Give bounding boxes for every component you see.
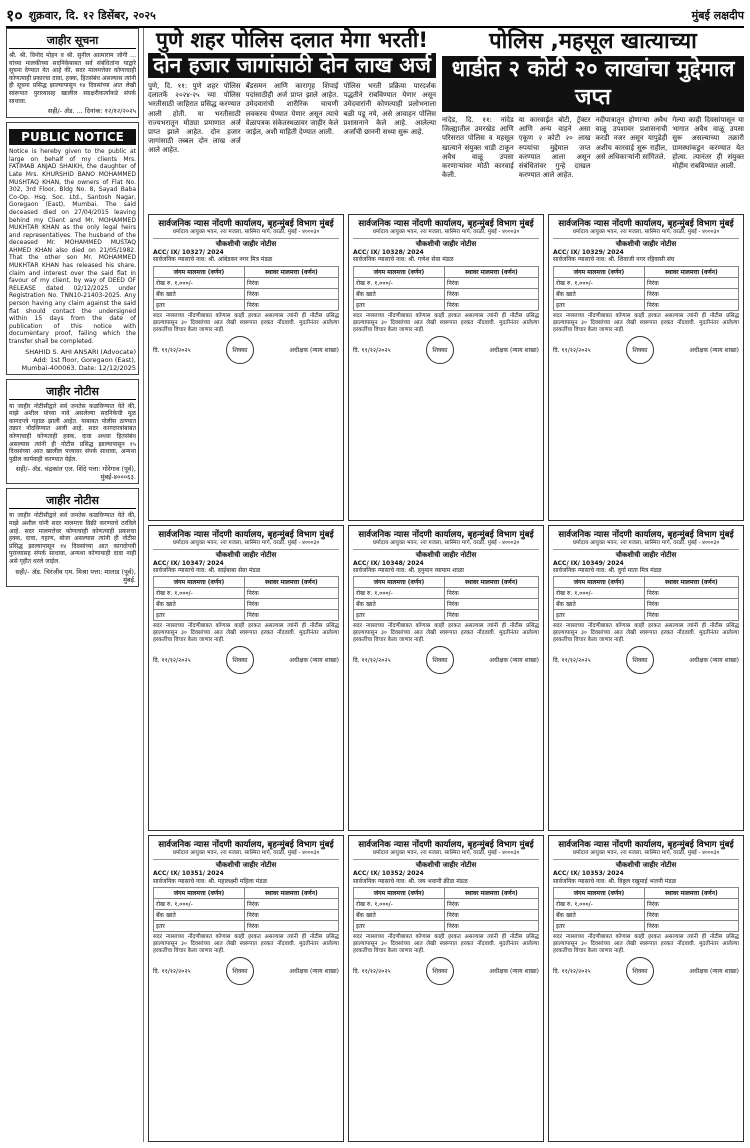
- story-column: पुणे, दि. ११: पुणे शहर पोलिस दलातर्फे २०२४-२५ च्या पोलिस भरतीसाठी जाहिरात प्रसिद्ध करण्यात आली होती. या भरतीसाठी राज्यभरातून मोठ्या प्रमाणात अर्ज प्राप्त झाले आहेत. दोन हजार जागांसाठी तब्बल दोन लाख अर्ज आले आहेत.: [148, 82, 241, 155]
- table-row: [154, 588, 339, 599]
- table-cell: निरंक: [444, 277, 538, 288]
- seal-icon: शिक्का: [626, 336, 654, 364]
- story-column: बँडसमन आणि कारागृह शिपाई पदांसाठीही अर्ज प्राप्त झाले आहेत. उमेदवारांची शारीरिक चाचणी लवकरच घेण्यात येणार असून त्याचे वेळापत्रक संकेतस्थळावर जाहीर केले जाईल, अशी माहिती देण्यात आली.: [245, 82, 339, 137]
- story-pune-police: [148, 28, 436, 210]
- left-column: [6, 28, 144, 1142]
- table-cell: निरंक: [244, 288, 338, 299]
- property-table: [553, 887, 739, 932]
- paper-name: मुंबई लक्षदीप: [691, 8, 744, 22]
- table-cell: निरंक: [444, 921, 538, 932]
- table-header: स्थावर मालमत्ता (वर्णन): [644, 577, 738, 588]
- table-row: [154, 277, 339, 288]
- table-cell: इतर: [154, 299, 245, 310]
- notice-subtitle: चौकशीची जाहीर नोटीस: [553, 549, 739, 560]
- notice-case-number: ACC/ IX/ 10353/ 2024: [553, 870, 624, 878]
- table-row: [554, 899, 739, 910]
- table-row: [154, 910, 339, 921]
- seal-icon: शिक्का: [426, 336, 454, 364]
- table-cell: निरंक: [444, 288, 538, 299]
- notice-office-address: धर्मादाय आयुक्त भवन, २रा मजला, सास्मिरा मार्ग, वरळी, मुंबई - ४०००३०: [572, 850, 720, 857]
- notice-body: सदर न्यासाच्या नोंदणीबाबत कोणास काही हरकत असल्यास त्यांनी ही नोटीस प्रसिद्ध झाल्यापासून ३० दिवसांच्या आत लेखी स्वरूपात हरकत नोंदवावी. मुदतीनंतर आलेल्या हरकतींचा विचार केला जाणार नाही.: [153, 623, 339, 644]
- story-column: नदीपात्रातून होणाऱ्या अवैध वाळू उपशावर प्रशासनाची करडी नजर असून यापुढेही अशीच कारवाई सुरू राहील, असे अधिकाऱ्यांनी सांगितले.: [595, 116, 668, 161]
- notice-signature: अधीक्षक (न्याय शाखा): [689, 346, 739, 354]
- notice-box-1: [6, 28, 139, 118]
- notice-footer: [153, 336, 339, 364]
- header-left: [6, 4, 156, 26]
- notice-office-address: धर्मादाय आयुक्त भवन, २रा मजला, सास्मिरा मार्ग, वरळी, मुंबई - ४०००३०: [572, 539, 720, 546]
- table-header: स्थावर मालमत्ता (वर्णन): [244, 577, 338, 588]
- table-header: जंगम मालमत्ता (वर्णन): [554, 266, 645, 277]
- notice-title: जाहीर सूचना: [9, 33, 136, 49]
- seal-icon: शिक्का: [226, 957, 254, 985]
- notice-body: सदर न्यासाच्या नोंदणीबाबत कोणास काही हरकत असल्यास त्यांनी ही नोटीस प्रसिद्ध झाल्यापासून ३० दिवसांच्या आत लेखी स्वरूपात हरकत नोंदवावी. मुदतीनंतर आलेल्या हरकतींचा विचार केला जाणार नाही.: [553, 312, 739, 333]
- public-notice-title: PUBLIC NOTICE: [9, 129, 136, 145]
- notice-body: श्री. श्री. विनोद मोहन व श्री. सुनील आत्माराम जोगी ... यांच्या मालकीच्या सदनिकेबाबत सर्व संबंधितांना याद्वारे सूचना देण्यात येत आहे की, सदर मालमत्तेवर कोणाचाही कोणत्याही प्रकारचा दावा, हक्क, हितसंबंध असल्यास त्यांनी ही सूचना प्रसिद्ध झाल्यापासून १४ दिवसांच्या आत लेखी स्वरूपात पुराव्यासह खालील स्वाक्षरीकर्त्यांकडे संपर्क साधावा.: [9, 52, 136, 105]
- notice-trust-name: सार्वजनिक न्यासाचे नाव: श्री. आंबेडकर नगर मित्र मंडळ: [153, 256, 273, 264]
- notice-office-title: सार्वजनिक न्यास नोंदणी कार्यालय, बृहन्मुंबई विभाग मुंबई: [558, 529, 734, 540]
- notice-trust-name: सार्वजनिक न्यासाचे नाव: श्री. गणेश सेवा मंडळ: [353, 256, 454, 264]
- notice-title: जाहीर नोटीस: [9, 384, 136, 400]
- notice-subtitle: चौकशीची जाहीर नोटीस: [553, 859, 739, 870]
- table-row: [554, 910, 739, 921]
- notice-office-address: धर्मादाय आयुक्त भवन, २रा मजला, सास्मिरा मार्ग, वरळी, मुंबई - ४०००३०: [172, 850, 320, 857]
- table-cell: रोख रु. १,०००/-: [554, 277, 645, 288]
- notice-signature: अधीक्षक (न्याय शाखा): [289, 346, 339, 354]
- notice-case-number: ACC/ IX/ 10327/ 2024: [153, 249, 224, 256]
- notice-case-number: ACC/ IX/ 10328/ 2024: [353, 249, 424, 256]
- notice-case-number: ACC/ IX/ 10349/ 2024: [553, 559, 624, 567]
- notice-office-title: सार्वजनिक न्यास नोंदणी कार्यालय, बृहन्मुंबई विभाग मुंबई: [358, 219, 534, 229]
- table-cell: निरंक: [644, 277, 738, 288]
- notice-footer: [553, 957, 739, 985]
- table-cell: निरंक: [644, 288, 738, 299]
- table-cell: निरंक: [444, 588, 538, 599]
- table-row: [554, 588, 739, 599]
- table-cell: निरंक: [444, 899, 538, 910]
- notice-case-number: ACC/ IX/ 10351/ 2024: [153, 870, 224, 878]
- table-header: स्थावर मालमत्ता (वर्णन): [444, 266, 538, 277]
- table-row: [354, 277, 539, 288]
- notice-signature: अधीक्षक (न्याय शाखा): [289, 657, 339, 665]
- notice-date: दि. ११/१२/२०२५: [553, 657, 591, 665]
- notice-trust-name: सार्वजनिक न्यासाचे नाव: श्री. हनुमान व्यायाम शाळा: [353, 567, 464, 575]
- notice-signature: सही/- ॲड. ... दिनांक: १२/१२/२०२५: [47, 107, 136, 116]
- table-header: स्थावर मालमत्ता (वर्णन): [644, 888, 738, 899]
- property-table: [153, 266, 339, 311]
- trust-notice-card-2: [348, 214, 544, 521]
- notice-footer: [153, 957, 339, 985]
- table-cell: बँक खाते: [154, 910, 245, 921]
- table-cell: रोख रु. १,०००/-: [154, 899, 245, 910]
- table-row: [154, 299, 339, 310]
- table-cell: रोख रु. १,०००/-: [354, 277, 445, 288]
- table-row: [154, 599, 339, 610]
- table-cell: रोख रु. १,०००/-: [154, 588, 245, 599]
- story-subheadline: दोन हजार जागांसाठी दोन लाख अर्ज: [148, 53, 436, 78]
- notice-footer: [353, 957, 539, 985]
- table-cell: निरंक: [244, 921, 338, 932]
- page-number: १०: [6, 6, 23, 25]
- table-cell: निरंक: [244, 910, 338, 921]
- notice-case-number: ACC/ IX/ 10352/ 2024: [353, 870, 424, 878]
- notice-trust-name: सार्वजनिक न्यासाचे नाव: श्री. विठ्ठल रखुमाई भजनी मंडळ: [553, 877, 677, 885]
- table-cell: रोख रु. १,०००/-: [554, 588, 645, 599]
- notice-signature: अधीक्षक (न्याय शाखा): [489, 968, 539, 976]
- table-header: स्थावर मालमत्ता (वर्णन): [444, 577, 538, 588]
- table-cell: निरंक: [444, 599, 538, 610]
- public-notice-body: Notice is hereby given to the public at large on behalf of my clients Mrs. FATIMAB ANJAD SHAIKH, the daughter of Late Mrs. KHURSHID BANO MOHAMMED MUSHTAQ KHAN, the owners of Flat No. 302, 3rd Floor, Bldg No. 8, Sayad Baba Co-Op. Hsg. Soc. Ltd., Santosh Nagar, Goregaon (East), Mumbai. The said deceased died on 27/04/2015 leaving behind my Client and Mr. MOHAMMED MUKHTAR KHAN as the only legal heirs and representatives. The husband of the deceased Mr. MOHAMMED MUSTAQ AHMED KHAN also died on 21/05/1982. That the other son Mr. MOHAMMED MUKHTAR KHAN has released his share, claim and interest over the said flat in favour of my client, by way of DEED OF RELEASE dated 02/12/2025 under Registration No. TNN10-21403-2025. Any person having any claim against the said flat should contact the undersigned within 15 days from the date of publication of this notice with documentary proof, failing which the transfer shall be completed.: [9, 148, 136, 345]
- notice-signature: अधीक्षक (न्याय शाखा): [689, 968, 739, 976]
- notice-trust-name: सार्वजनिक न्यासाचे नाव: श्री. शिवाजी नगर रहिवासी संघ: [553, 256, 675, 264]
- table-row: [354, 599, 539, 610]
- notice-date: दि. ११/१२/२०२५: [353, 968, 391, 976]
- table-row: [554, 299, 739, 310]
- table-cell: निरंक: [244, 588, 338, 599]
- seal-icon: शिक्का: [426, 646, 454, 674]
- notice-date: दि. ११/१२/२०२५: [553, 346, 591, 354]
- notice-footer: [553, 336, 739, 364]
- notice-footer: [353, 336, 539, 364]
- table-cell: निरंक: [644, 910, 738, 921]
- notice-office-address: धर्मादाय आयुक्त भवन, २रा मजला, सास्मिरा मार्ग, वरळी, मुंबई - ४०००३०: [572, 229, 720, 235]
- top-stories: [148, 28, 744, 210]
- notice-body: सदर न्यासाच्या नोंदणीबाबत कोणास काही हरकत असल्यास त्यांनी ही नोटीस प्रसिद्ध झाल्यापासून ३० दिवसांच्या आत लेखी स्वरूपात हरकत नोंदवावी. मुदतीनंतर आलेल्या हरकतींचा विचार केला जाणार नाही.: [353, 623, 539, 644]
- public-notice-signature: SHAHID S. AHI ANSARI (Advocate) Add: 1st floor, Goregaon (East), Mumbai-400063. Date: 12/12/2025: [21, 347, 136, 372]
- property-table: [353, 887, 539, 932]
- notice-office-title: सार्वजनिक न्यास नोंदणी कार्यालय, बृहन्मुंबई विभाग मुंबई: [358, 840, 534, 851]
- notice-box-2: [6, 379, 139, 485]
- notice-signature: अधीक्षक (न्याय शाखा): [489, 346, 539, 354]
- notice-office-address: धर्मादाय आयुक्त भवन, २रा मजला, सास्मिरा मार्ग, वरळी, मुंबई - ४०००३०: [172, 229, 320, 235]
- table-row: [354, 299, 539, 310]
- story-column: नांदेड, दि. ११: नांदेड जिल्ह्यातील उमरखेड आणि परिसरात पोलिस व महसूल खात्याने संयुक्त धाडी टाकून अवैध वाळू उपसा करणाऱ्यांवर मोठी कारवाई केली.: [442, 116, 514, 180]
- notice-subtitle: चौकशीची जाहीर नोटीस: [353, 238, 539, 249]
- story-headline: पोलिस ,महसूल खात्याच्या: [489, 29, 697, 54]
- notice-signature: सही/- ॲड. चंद्रकांत एल. शिंदे पत्ता: गोरेगाव (पूर्व), मुंबई-४०००६३.: [15, 465, 136, 482]
- notice-subtitle: चौकशीची जाहीर नोटीस: [553, 238, 739, 249]
- table-cell: इतर: [154, 921, 245, 932]
- story-police-revenue-raid: [442, 28, 744, 210]
- trust-notices-grid: [148, 214, 744, 1142]
- table-cell: निरंक: [444, 299, 538, 310]
- notice-trust-name: सार्वजनिक न्यासाचे नाव: श्री. महालक्ष्मी महिला मंडळ: [153, 877, 268, 885]
- trust-notice-card-7: [148, 835, 344, 1142]
- table-row: [354, 610, 539, 621]
- table-cell: बँक खाते: [554, 599, 645, 610]
- table-row: [354, 921, 539, 932]
- notice-footer: [353, 646, 539, 674]
- notice-office-title: सार्वजनिक न्यास नोंदणी कार्यालय, बृहन्मुंबई विभाग मुंबई: [558, 219, 734, 229]
- table-header: जंगम मालमत्ता (वर्णन): [354, 888, 445, 899]
- trust-notice-card-3: [548, 214, 744, 521]
- seal-icon: शिक्का: [626, 646, 654, 674]
- table-row: [354, 899, 539, 910]
- notice-box-3: [6, 488, 139, 586]
- table-header: जंगम मालमत्ता (वर्णन): [154, 888, 245, 899]
- notice-body: सदर न्यासाच्या नोंदणीबाबत कोणास काही हरकत असल्यास त्यांनी ही नोटीस प्रसिद्ध झाल्यापासून ३० दिवसांच्या आत लेखी स्वरूपात हरकत नोंदवावी. मुदतीनंतर आलेल्या हरकतींचा विचार केला जाणार नाही.: [553, 623, 739, 644]
- table-row: [354, 288, 539, 299]
- notice-body: सदर न्यासाच्या नोंदणीबाबत कोणास काही हरकत असल्यास त्यांनी ही नोटीस प्रसिद्ध झाल्यापासून ३० दिवसांच्या आत लेखी स्वरूपात हरकत नोंदवावी. मुदतीनंतर आलेल्या हरकतींचा विचार केला जाणार नाही.: [553, 934, 739, 955]
- table-row: [154, 288, 339, 299]
- property-table: [353, 266, 539, 311]
- notice-date: दि. ११/१२/२०२५: [153, 346, 191, 354]
- table-row: [554, 288, 739, 299]
- table-row: [354, 588, 539, 599]
- notice-office-title: सार्वजनिक न्यास नोंदणी कार्यालय, बृहन्मुंबई विभाग मुंबई: [158, 840, 334, 851]
- table-cell: रोख रु. १,०००/-: [154, 277, 245, 288]
- table-header: स्थावर मालमत्ता (वर्णन): [244, 266, 338, 277]
- notice-office-address: धर्मादाय आयुक्त भवन, २रा मजला, सास्मिरा मार्ग, वरळी, मुंबई - ४०००३०: [172, 539, 320, 546]
- table-row: [554, 610, 739, 621]
- table-cell: निरंक: [644, 610, 738, 621]
- table-cell: इतर: [554, 610, 645, 621]
- notice-footer: [153, 646, 339, 674]
- table-cell: इतर: [554, 299, 645, 310]
- table-header: स्थावर मालमत्ता (वर्णन): [644, 266, 738, 277]
- trust-notice-card-8: [348, 835, 544, 1142]
- trust-notice-card-5: [348, 525, 544, 832]
- table-cell: बँक खाते: [554, 910, 645, 921]
- notice-subtitle: चौकशीची जाहीर नोटीस: [353, 859, 539, 870]
- story-column: पोलिस भरती प्रक्रिया पारदर्शक पद्धतीने राबविण्यात येणार असून उमेदवारांनी कोणत्याही प्रलोभनाला बळी पडू नये, असे आवाहन पोलिस प्रशासनाने केले आहे. आलेल्या अर्जांची छाननी सध्या सुरू आहे.: [343, 82, 437, 137]
- notice-signature: अधीक्षक (न्याय शाखा): [489, 657, 539, 665]
- notice-signature: सही/- ॲड. चिरंजीव एम. मिश्रा पत्ता: मालाड (पूर्व), मुंबई.: [15, 567, 136, 584]
- table-cell: निरंक: [644, 899, 738, 910]
- property-table: [153, 576, 339, 621]
- table-cell: निरंक: [444, 910, 538, 921]
- notice-case-number: ACC/ IX/ 10348/ 2024: [353, 559, 424, 567]
- notice-office-title: सार्वजनिक न्यास नोंदणी कार्यालय, बृहन्मुंबई विभाग मुंबई: [558, 840, 734, 851]
- table-cell: रोख रु. १,०००/-: [354, 588, 445, 599]
- issue-date: शुक्रवार, दि. १२ डिसेंबर, २०२५: [28, 8, 156, 22]
- trust-notice-card-4: [148, 525, 344, 832]
- table-header: जंगम मालमत्ता (वर्णन): [554, 888, 645, 899]
- table-cell: निरंक: [244, 299, 338, 310]
- table-cell: इतर: [354, 921, 445, 932]
- notice-office-address: धर्मादाय आयुक्त भवन, २रा मजला, सास्मिरा मार्ग, वरळी, मुंबई - ४०००३०: [372, 539, 520, 546]
- table-header: जंगम मालमत्ता (वर्णन): [554, 577, 645, 588]
- notice-subtitle: चौकशीची जाहीर नोटीस: [153, 859, 339, 870]
- table-cell: निरंक: [244, 610, 338, 621]
- table-cell: बँक खाते: [154, 599, 245, 610]
- main-area: [148, 28, 744, 1142]
- notice-body: या जाहीर नोटीसीद्वारे सर्व जनतेस कळविण्यात येते की, माझे अशील यांच्या नावे असलेल्या सदनिकेची मूळ कागदपत्रे गहाळ झाली आहेत. याबाबत पोलीस ठाण्यात तक्रार नोंदविण्यात आली आहे. सदर कागदपत्रांबाबत कोणाचाही कोणताही हक्क, दावा अथवा हितसंबंध असल्यास त्यांनी ही नोटीस प्रसिद्ध झाल्यापासून १५ दिवसांच्या आत खालील पत्त्यावर संपर्क साधावा, अन्यथा पुढील कार्यवाही करण्यात येईल.: [9, 402, 136, 463]
- table-row: [554, 599, 739, 610]
- notice-date: दि. ११/१२/२०२५: [153, 968, 191, 976]
- notice-office-address: धर्मादाय आयुक्त भवन, २रा मजला, सास्मिरा मार्ग, वरळी, मुंबई - ४०००३०: [372, 850, 520, 857]
- table-header: जंगम मालमत्ता (वर्णन): [354, 577, 445, 588]
- table-row: [154, 899, 339, 910]
- notice-case-number: ACC/ IX/ 10329/ 2024: [553, 249, 624, 256]
- notice-signature: अधीक्षक (न्याय शाखा): [289, 968, 339, 976]
- table-cell: निरंक: [644, 588, 738, 599]
- table-cell: बँक खाते: [554, 288, 645, 299]
- story-headline: पुणे शहर पोलिस दलात मेगा भरती!: [156, 28, 428, 52]
- notice-trust-name: सार्वजनिक न्यासाचे नाव: श्री. जय भवानी क्रीडा मंडळ: [353, 877, 468, 885]
- table-row: [554, 277, 739, 288]
- notice-body: सदर न्यासाच्या नोंदणीबाबत कोणास काही हरकत असल्यास त्यांनी ही नोटीस प्रसिद्ध झाल्यापासून ३० दिवसांच्या आत लेखी स्वरूपात हरकत नोंदवावी. मुदतीनंतर आलेल्या हरकतींचा विचार केला जाणार नाही.: [353, 934, 539, 955]
- table-cell: बँक खाते: [354, 288, 445, 299]
- notice-date: दि. ११/१२/२०२५: [353, 657, 391, 665]
- notice-office-address: धर्मादाय आयुक्त भवन, २रा मजला, सास्मिरा मार्ग, वरळी, मुंबई - ४०००३०: [372, 229, 520, 235]
- notice-subtitle: चौकशीची जाहीर नोटीस: [153, 238, 339, 249]
- notice-date: दि. ११/१२/२०२५: [353, 346, 391, 354]
- table-cell: निरंक: [244, 599, 338, 610]
- notice-body: सदर न्यासाच्या नोंदणीबाबत कोणास काही हरकत असल्यास त्यांनी ही नोटीस प्रसिद्ध झाल्यापासून ३० दिवसांच्या आत लेखी स्वरूपात हरकत नोंदवावी. मुदतीनंतर आलेल्या हरकतींचा विचार केला जाणार नाही.: [153, 312, 339, 333]
- property-table: [553, 266, 739, 311]
- notice-body: सदर न्यासाच्या नोंदणीबाबत कोणास काही हरकत असल्यास त्यांनी ही नोटीस प्रसिद्ध झाल्यापासून ३० दिवसांच्या आत लेखी स्वरूपात हरकत नोंदवावी. मुदतीनंतर आलेल्या हरकतींचा विचार केला जाणार नाही.: [153, 934, 339, 955]
- table-header: जंगम मालमत्ता (वर्णन): [354, 266, 445, 277]
- story-columns: [442, 116, 744, 180]
- table-cell: निरंक: [444, 610, 538, 621]
- story-column: गेल्या काही दिवसांपासून या भागात अवैध वाळू उपसा सुरू असल्याच्या तक्रारी ग्रामस्थांकडून करण्यात येत होत्या. त्यानंतर ही संयुक्त मोहीम राबविण्यात आली.: [672, 116, 744, 171]
- notice-body: या जाहीर नोटीसीद्वारे सर्व जनतेस कळविण्यात येते की, माझे अशील यांनी सदर मालमत्ता विक्री करण्याचे ठरविले आहे. सदर मालमत्तेवर कोणाचाही कोणत्याही प्रकारचा हक्क, दावा, गहाण, बोजा असल्यास त्यांनी ही नोटीस प्रसिद्ध झाल्यापासून १४ दिवसांच्या आत कागदोपत्री पुराव्यासह संपर्क साधावा, अन्यथा कोणाचाही दावा नाही असे गृहीत धरले जाईल.: [9, 512, 136, 565]
- table-header: जंगम मालमत्ता (वर्णन): [154, 577, 245, 588]
- table-header: जंगम मालमत्ता (वर्णन): [154, 266, 245, 277]
- table-cell: निरंक: [644, 299, 738, 310]
- notice-trust-name: सार्वजनिक न्यासाचे नाव: श्री. साईबाबा सेवा मंडळ: [153, 567, 261, 575]
- story-subheadline: धाडीत २ कोटी २० लाखांचा मुद्देमाल जप्त: [442, 56, 744, 112]
- table-cell: इतर: [354, 610, 445, 621]
- table-cell: रोख रु. १,०००/-: [554, 899, 645, 910]
- property-table: [353, 576, 539, 621]
- trust-notice-card-6: [548, 525, 744, 832]
- table-cell: इतर: [154, 610, 245, 621]
- story-columns: [148, 82, 436, 156]
- notice-office-title: सार्वजनिक न्यास नोंदणी कार्यालय, बृहन्मुंबई विभाग मुंबई: [158, 219, 334, 229]
- trust-notice-card-1: [148, 214, 344, 521]
- seal-icon: शिक्का: [226, 336, 254, 364]
- public-notice-box: [6, 122, 139, 374]
- table-cell: निरंक: [644, 921, 738, 932]
- seal-icon: शिक्का: [626, 957, 654, 985]
- table-cell: बँक खाते: [354, 599, 445, 610]
- notice-subtitle: चौकशीची जाहीर नोटीस: [153, 549, 339, 560]
- notice-subtitle: चौकशीची जाहीर नोटीस: [353, 549, 539, 560]
- table-cell: इतर: [354, 299, 445, 310]
- notice-title: जाहीर नोटीस: [9, 493, 136, 509]
- seal-icon: शिक्का: [426, 957, 454, 985]
- notice-office-title: सार्वजनिक न्यास नोंदणी कार्यालय, बृहन्मुंबई विभाग मुंबई: [158, 529, 334, 540]
- trust-notice-card-9: [548, 835, 744, 1142]
- table-row: [154, 921, 339, 932]
- notice-case-number: ACC/ IX/ 10347/ 2024: [153, 559, 224, 567]
- table-header: स्थावर मालमत्ता (वर्णन): [244, 888, 338, 899]
- table-cell: निरंक: [644, 599, 738, 610]
- table-cell: इतर: [554, 921, 645, 932]
- table-cell: निरंक: [244, 277, 338, 288]
- table-cell: बँक खाते: [154, 288, 245, 299]
- table-row: [554, 921, 739, 932]
- table-cell: बँक खाते: [354, 910, 445, 921]
- property-table: [553, 576, 739, 621]
- notice-date: दि. ११/१२/२०२५: [553, 968, 591, 976]
- table-row: [354, 910, 539, 921]
- notice-body: सदर न्यासाच्या नोंदणीबाबत कोणास काही हरकत असल्यास त्यांनी ही नोटीस प्रसिद्ध झाल्यापासून ३० दिवसांच्या आत लेखी स्वरूपात हरकत नोंदवावी. मुदतीनंतर आलेल्या हरकतींचा विचार केला जाणार नाही.: [353, 312, 539, 333]
- notice-office-title: सार्वजनिक न्यास नोंदणी कार्यालय, बृहन्मुंबई विभाग मुंबई: [358, 529, 534, 540]
- page-header: [6, 4, 744, 28]
- property-table: [153, 887, 339, 932]
- table-cell: रोख रु. १,०००/-: [354, 899, 445, 910]
- table-row: [154, 610, 339, 621]
- notice-footer: [553, 646, 739, 674]
- notice-date: दि. ११/१२/२०२५: [153, 657, 191, 665]
- notice-trust-name: सार्वजनिक न्यासाचे नाव: श्री. दुर्गा माता मित्र मंडळ: [553, 567, 662, 575]
- table-header: स्थावर मालमत्ता (वर्णन): [444, 888, 538, 899]
- story-column: या कारवाईत बोटी, ट्रॅक्टर आणि अन्य वाहने असा एकूण २ कोटी २० लाख रुपयांचा मुद्देमाल जप्त करण्यात आला असून संबंधितांवर गुन्हे दाखल करण्यात आले आहेत.: [518, 116, 591, 180]
- seal-icon: शिक्का: [226, 646, 254, 674]
- table-cell: निरंक: [244, 899, 338, 910]
- notice-signature: अधीक्षक (न्याय शाखा): [689, 657, 739, 665]
